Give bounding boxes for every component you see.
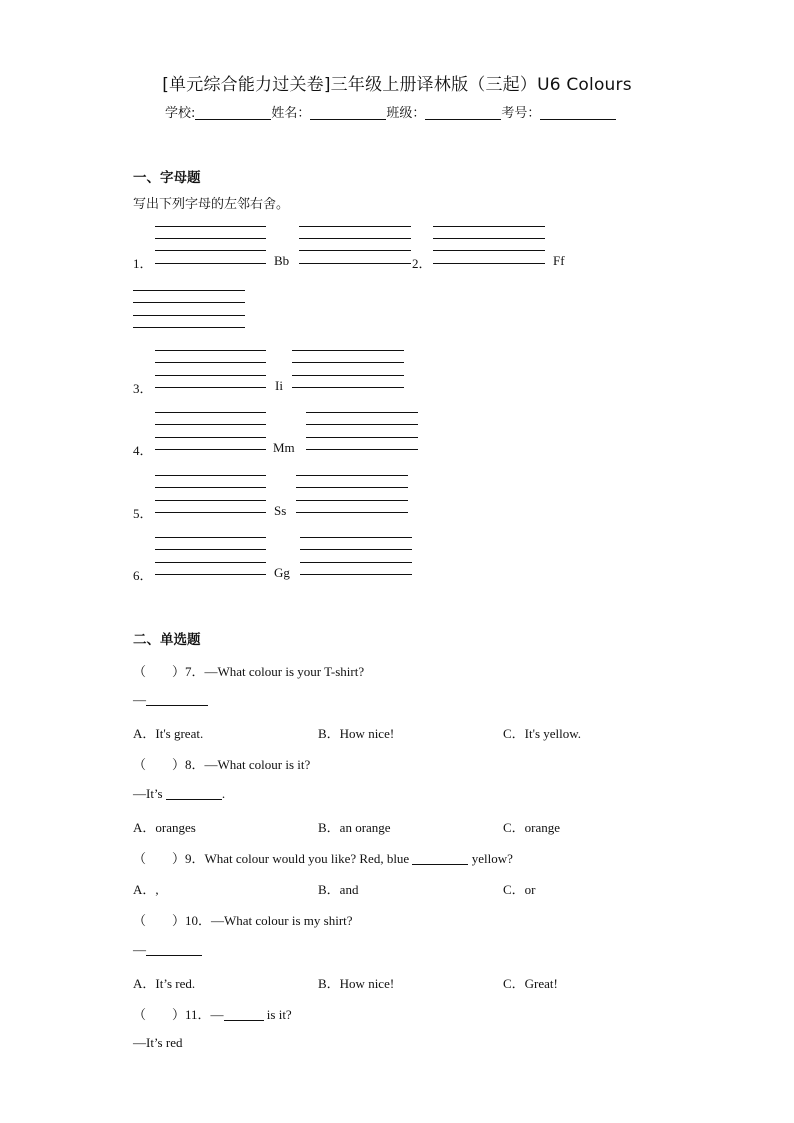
blank-line[interactable] xyxy=(155,549,266,550)
blank-line[interactable] xyxy=(155,437,266,438)
option-b[interactable]: B．How nice! xyxy=(318,726,395,741)
blank-line[interactable] xyxy=(296,487,408,488)
blank-line[interactable] xyxy=(155,537,266,538)
blank-line[interactable] xyxy=(299,263,411,264)
letter-label: Ff xyxy=(553,253,565,268)
option-b[interactable]: B．How nice! xyxy=(318,976,395,991)
answer-line xyxy=(133,786,225,802)
answer-blank[interactable] xyxy=(146,942,202,956)
blank-line[interactable] xyxy=(306,437,418,438)
blank-line[interactable] xyxy=(433,250,545,251)
option-a[interactable]: A．It’s red. xyxy=(133,976,196,991)
option-c[interactable]: C．orange xyxy=(503,820,561,835)
number-blank[interactable] xyxy=(540,105,616,120)
blank-line[interactable] xyxy=(296,475,408,476)
question-stem: （ ）8．—What colour is it? xyxy=(133,757,311,772)
letter-label: Bb xyxy=(274,253,290,268)
answer-line xyxy=(133,942,202,958)
blank-line[interactable] xyxy=(299,226,411,227)
blank-line[interactable] xyxy=(155,562,266,563)
blank-line[interactable] xyxy=(133,302,245,303)
question-stem: （ ）10．—What colour is my shirt? xyxy=(133,913,353,928)
blank-line[interactable] xyxy=(300,549,412,550)
blank-line[interactable] xyxy=(155,500,266,501)
name-label: 姓名： xyxy=(271,106,311,121)
item-number: 6． xyxy=(133,568,153,583)
answer-prefix: — xyxy=(133,692,146,707)
blank-line[interactable] xyxy=(155,512,266,513)
blank-line[interactable] xyxy=(133,315,245,316)
blank-line[interactable] xyxy=(296,500,408,501)
blank-line[interactable] xyxy=(306,424,418,425)
blank-line[interactable] xyxy=(155,226,266,227)
class-blank[interactable] xyxy=(425,105,501,120)
option-a[interactable]: A．, xyxy=(133,882,159,897)
answer-blank[interactable] xyxy=(146,692,208,706)
blank-line[interactable] xyxy=(296,512,408,513)
letter-label: Ss xyxy=(274,503,287,518)
item-number: 3． xyxy=(133,381,153,396)
school-blank[interactable] xyxy=(195,105,271,120)
stem-part: yellow? xyxy=(471,851,513,866)
option-b[interactable]: B．and xyxy=(318,882,359,897)
answer-blank[interactable] xyxy=(412,851,468,865)
answer-prefix: — xyxy=(133,942,146,957)
answer-line xyxy=(133,692,208,708)
blank-line[interactable] xyxy=(155,487,266,488)
option-b[interactable]: B．an orange xyxy=(318,820,391,835)
item-number: 4． xyxy=(133,443,153,458)
blank-line[interactable] xyxy=(155,362,266,363)
blank-line[interactable] xyxy=(155,574,266,575)
stem-part: （ ）9．What colour would you like? Red, blue xyxy=(133,851,410,866)
letter-label: Mm xyxy=(273,440,295,455)
blank-line[interactable] xyxy=(292,350,404,351)
blank-line[interactable] xyxy=(155,424,266,425)
question-stem xyxy=(133,848,513,867)
stem-part: is it? xyxy=(266,1007,292,1022)
item-number: 2． xyxy=(412,256,432,271)
blank-line[interactable] xyxy=(155,387,266,388)
class-label: 班级： xyxy=(386,106,426,121)
page-title: [单元综合能力过关卷]三年级上册译林版（三起）U6 Colours xyxy=(162,75,632,95)
option-c[interactable]: C．Great! xyxy=(503,976,558,991)
blank-line[interactable] xyxy=(300,562,412,563)
student-info-row xyxy=(165,102,616,121)
school-label: 学校: xyxy=(165,106,196,121)
blank-line[interactable] xyxy=(292,362,404,363)
blank-line[interactable] xyxy=(155,238,266,239)
letter-label: Ii xyxy=(275,378,283,393)
section1-instruction: 写出下列字母的左邻右舍。 xyxy=(133,197,290,212)
question-stem: （ ）7．—What colour is your T-shirt? xyxy=(133,664,365,679)
section2-heading: 二、单选题 xyxy=(133,632,201,648)
blank-line[interactable] xyxy=(300,574,412,575)
blank-line[interactable] xyxy=(433,263,545,264)
question-stem xyxy=(133,1004,292,1023)
blank-line[interactable] xyxy=(155,412,266,413)
item-number: 5． xyxy=(133,506,153,521)
blank-line[interactable] xyxy=(155,475,266,476)
blank-line[interactable] xyxy=(155,449,266,450)
option-a[interactable]: A．It's great. xyxy=(133,726,204,741)
option-c[interactable]: C．It's yellow. xyxy=(503,726,582,741)
blank-line[interactable] xyxy=(133,327,245,328)
answer-blank[interactable] xyxy=(166,786,222,800)
blank-line[interactable] xyxy=(155,250,266,251)
item-number: 1． xyxy=(133,256,153,271)
stem-part: （ ）11．— xyxy=(133,1007,224,1022)
option-a[interactable]: A．oranges xyxy=(133,820,196,835)
blank-line[interactable] xyxy=(306,412,418,413)
blank-line[interactable] xyxy=(155,375,266,376)
answer-prefix: —It’s xyxy=(133,786,163,801)
blank-line[interactable] xyxy=(133,290,245,291)
blank-line[interactable] xyxy=(292,387,404,388)
blank-line[interactable] xyxy=(433,238,545,239)
blank-line[interactable] xyxy=(306,449,418,450)
blank-line[interactable] xyxy=(300,537,412,538)
letter-label: Gg xyxy=(274,565,290,580)
number-label: 考号： xyxy=(501,106,541,121)
blank-line[interactable] xyxy=(292,375,404,376)
blank-line[interactable] xyxy=(433,226,545,227)
blank-line[interactable] xyxy=(155,263,266,264)
blank-line[interactable] xyxy=(299,238,411,239)
blank-line[interactable] xyxy=(299,250,411,251)
option-c[interactable]: C．or xyxy=(503,882,536,897)
answer-text: —It’s red xyxy=(133,1035,183,1050)
answer-suffix: . xyxy=(221,786,226,801)
answer-blank[interactable] xyxy=(224,1007,264,1021)
name-blank[interactable] xyxy=(310,105,386,120)
section1-heading: 一、字母题 xyxy=(133,170,201,186)
blank-line[interactable] xyxy=(155,350,266,351)
